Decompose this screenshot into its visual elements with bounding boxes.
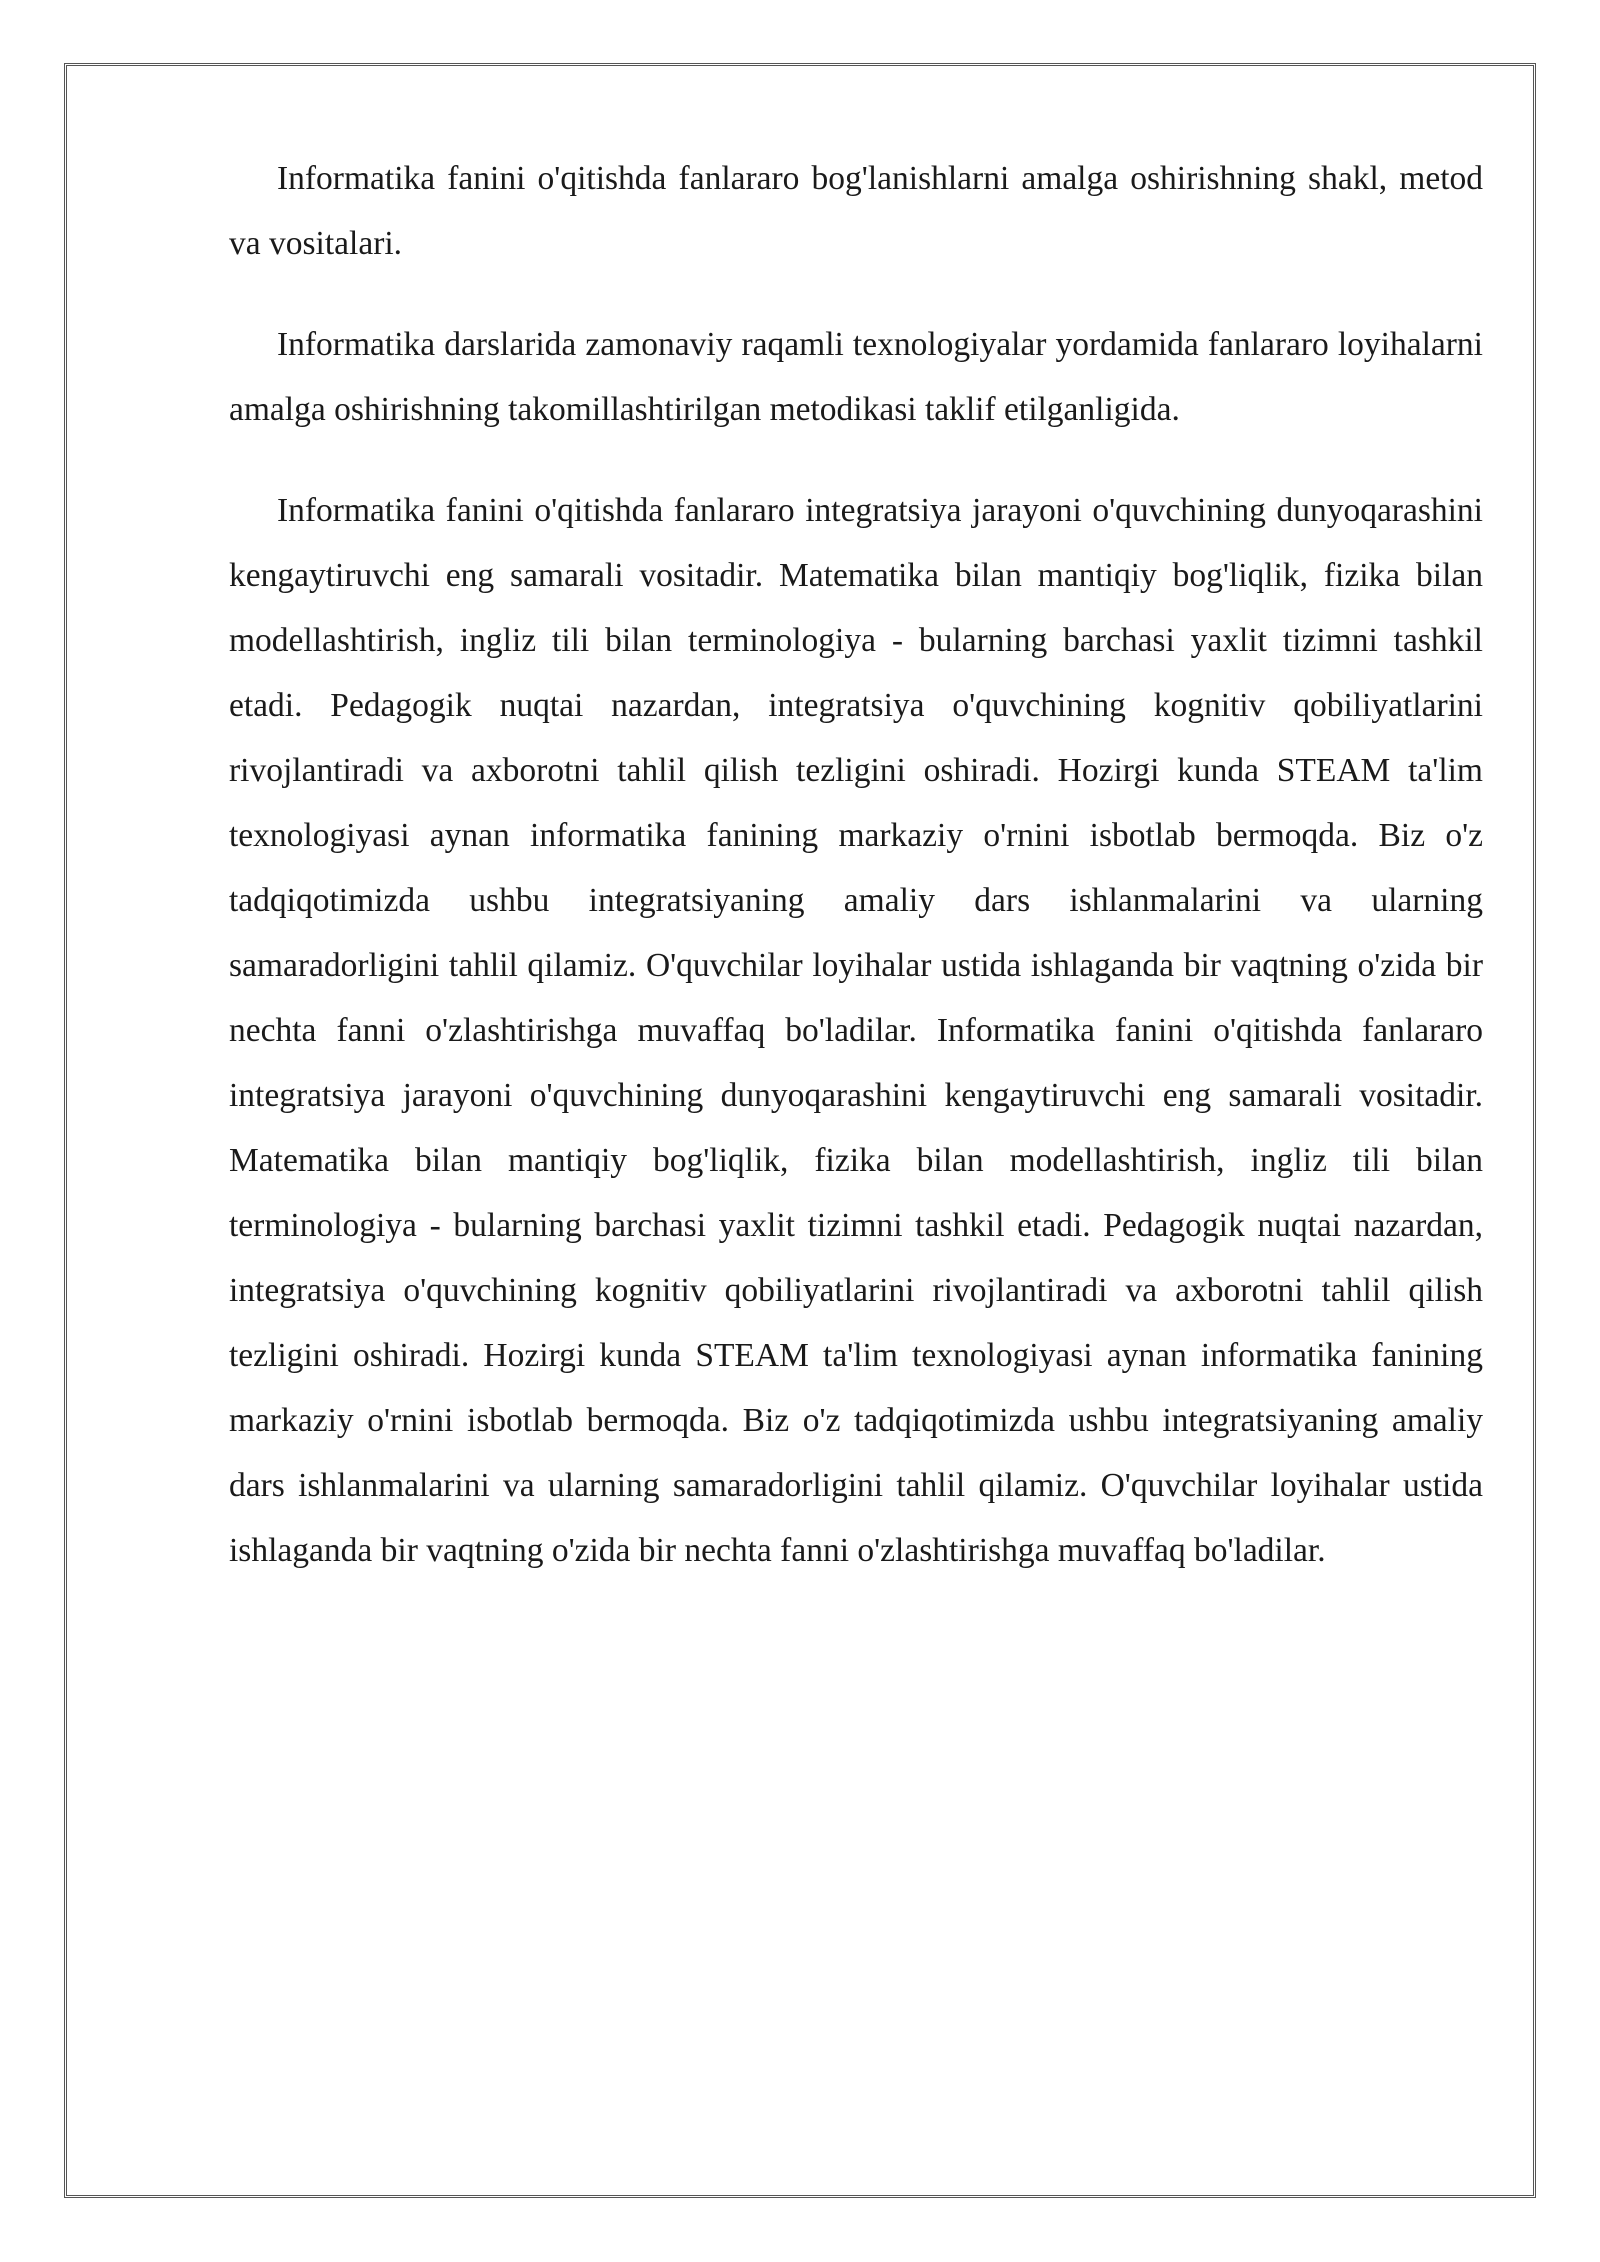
- document-body: [229, 146, 1483, 1619]
- paragraph-heading-topic: Informatika fanini o'qitishda fanlararo bog'lanishlarni amalga oshirishning shakl, metod va vositalari.: [229, 160, 1483, 262]
- paragraph-novelty: Informatika darslarida zamonaviy raqamli texnologiyalar yordamida fanlararo loyihalarni amalga oshirishning takomillashtirilgan metodikasi taklif etilganligida.: [229, 326, 1483, 428]
- paragraph-main-text: Informatika fanini o'qitishda fanlararo integratsiya jarayoni o'quvchining dunyoqarashini kengaytiruvchi eng samarali vositadir. Matematika bilan mantiqiy bog'liqlik, fizika bilan modellashtirish, ingliz tili bilan terminologiya - bularning barchasi yaxlit tizimni tashkil etadi. Pedagogik nuqtai nazardan, integratsiya o'quvchining kognitiv qobiliyatlarini rivojlantiradi va axborotni tahlil qilish tezligini oshiradi. Hozirgi kunda STEAM ta'lim texnologiyasi aynan informatika fanining markaziy o'rnini isbotlab bermoqda. Biz o'z tadqiqotimizda ushbu integratsiyaning amaliy dars ishlanmalarini va ularning samaradorligini tahlil qilamiz. O'quvchilar loyihalar ustida ishlaganda bir vaqtning o'zida bir nechta fanni o'zlashtirishga muvaffaq bo'ladilar. Informatika fanini o'qitishda fanlararo integratsiya jarayoni o'quvchining dunyoqarashini kengaytiruvchi eng samarali vositadir. Matematika bilan mantiqiy bog'liqlik, fizika bilan modellashtirish, ingliz tili bilan terminologiya - bularning barchasi yaxlit tizimni tashkil etadi. Pedagogik nuqtai nazardan, integratsiya o'quvchining kognitiv qobiliyatlarini rivojlantiradi va axborotni tahlil qilish tezligini oshiradi. Hozirgi kunda STEAM ta'lim texnologiyasi aynan informatika fanining markaziy o'rnini isbotlab bermoqda. Biz o'z tadqiqotimizda ushbu integratsiyaning amaliy dars ishlanmalarini va ularning samaradorligini tahlil qilamiz. O'quvchilar loyihalar ustida ishlaganda bir vaqtning o'zida bir nechta fanni o'zlashtirishga muvaffaq bo'ladilar.: [229, 492, 1483, 1569]
